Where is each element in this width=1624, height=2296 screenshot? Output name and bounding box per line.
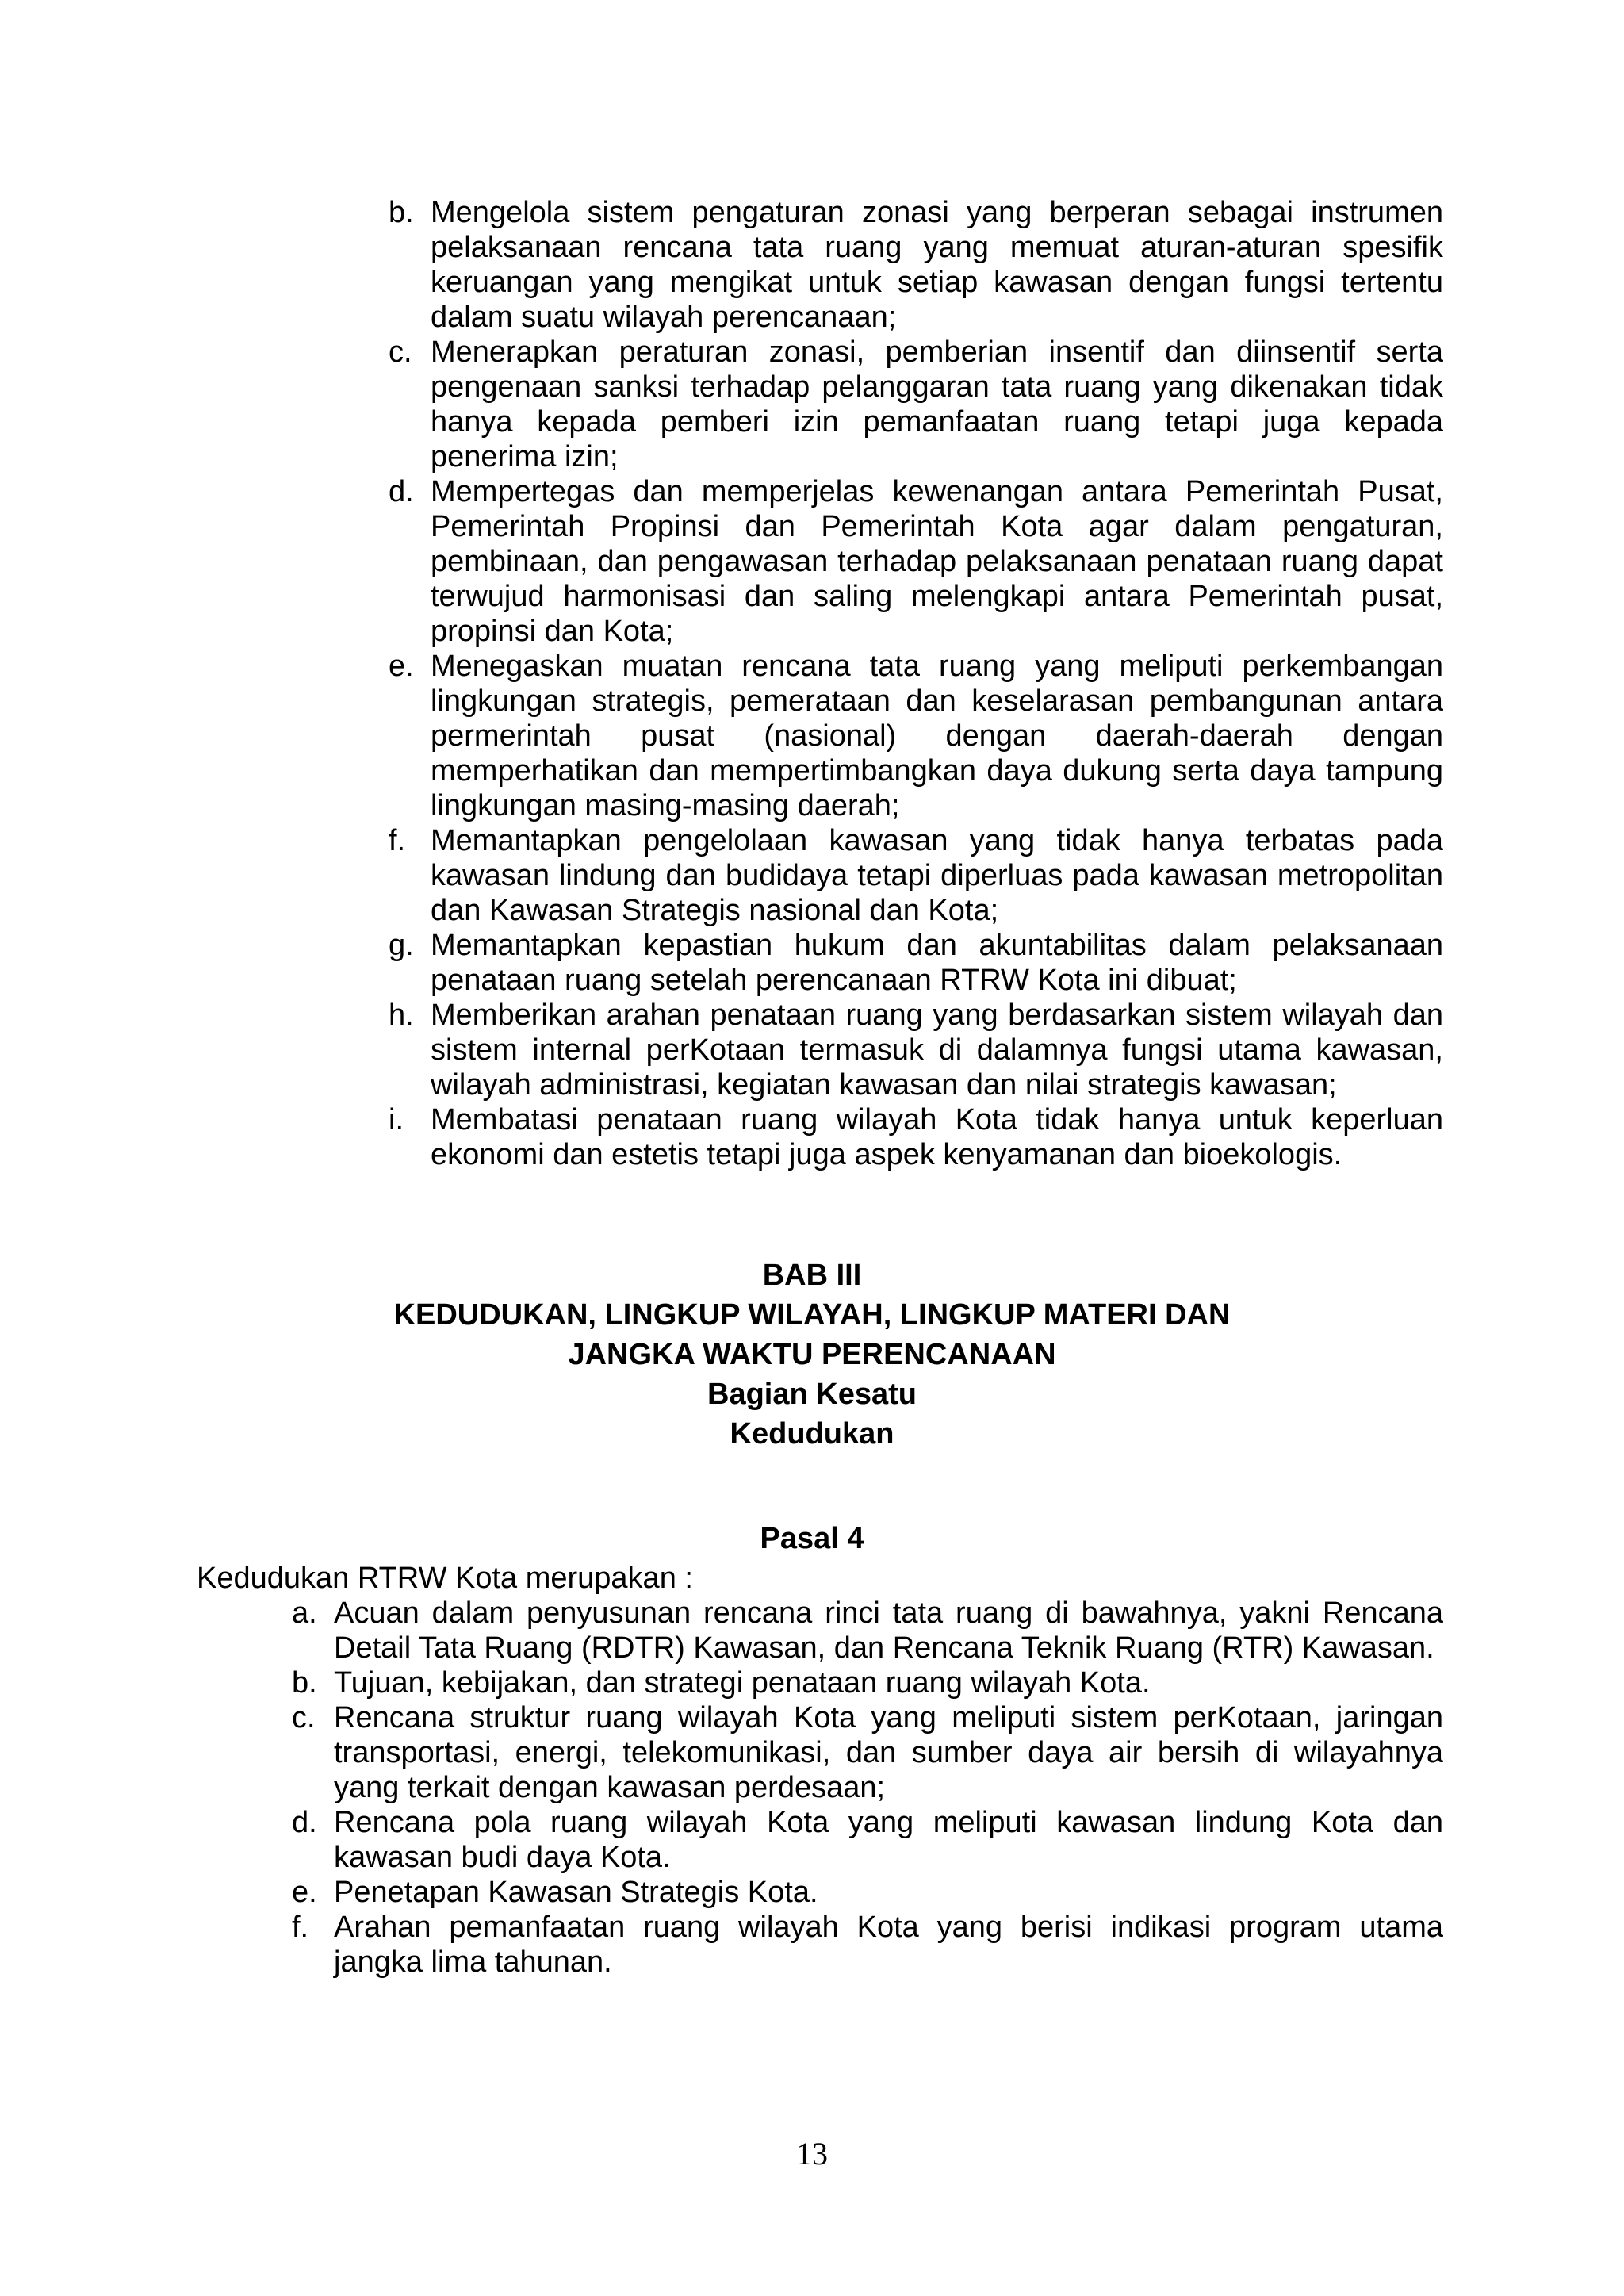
list-marker: e. xyxy=(389,650,414,683)
part-title: Kedudukan xyxy=(730,1417,894,1451)
objectives-list xyxy=(389,195,1443,1172)
list-marker: e. xyxy=(292,1876,317,1909)
list-item-text: Memantapkan kepastian hukum dan akuntabilitas dalam pelaksanaan penataan ruang setelah perencanaan RTRW Kota ini dibuat; xyxy=(431,929,1443,997)
list-marker: a. xyxy=(292,1596,317,1630)
list-item-text: Arahan pemanfaatan ruang wilayah Kota yang berisi indikasi program utama jangka lima tahunan. xyxy=(334,1911,1443,1979)
list-marker: h. xyxy=(389,999,414,1032)
list-item-text: Memberikan arahan penataan ruang yang berdasarkan sistem wilayah dan sistem internal perKotaan termasuk di dalamnya fungsi utama kawasan, wilayah administrasi, kegiatan kawasan dan nilai strategis kawasan; xyxy=(431,999,1443,1102)
list-marker: f. xyxy=(292,1911,309,1944)
chapter-title-line-2: JANGKA WAKTU PERENCANAAN xyxy=(568,1338,1056,1371)
article-intro: Kedudukan RTRW Kota merupakan : xyxy=(197,1562,693,1595)
list-marker: c. xyxy=(389,335,412,369)
list-item-text: Membatasi penataan ruang wilayah Kota tidak hanya untuk keperluan ekonomi dan estetis tetapi juga aspek kenyamanan dan bioekologis. xyxy=(431,1103,1443,1171)
page-number: 13 xyxy=(796,2136,828,2171)
list-item xyxy=(389,998,1443,1102)
list-item xyxy=(389,474,1443,649)
list-item xyxy=(292,1596,1443,1665)
list-marker: f. xyxy=(389,824,406,857)
list-marker: i. xyxy=(389,1103,404,1137)
list-item xyxy=(292,1875,1443,1910)
list-marker: b. xyxy=(389,196,414,229)
list-item xyxy=(292,1665,1443,1700)
chapter-number: BAB III xyxy=(762,1259,862,1292)
list-item-text: Tujuan, kebijakan, dan strategi penataan ruang wilayah Kota. xyxy=(334,1666,1151,1700)
list-item xyxy=(389,928,1443,998)
list-item xyxy=(389,823,1443,928)
list-marker: d. xyxy=(389,475,414,508)
list-item xyxy=(389,335,1443,474)
list-item-text: Mengelola sistem pengaturan zonasi yang berperan sebagai instrumen pelaksanaan rencana tata ruang yang memuat aturan-aturan spesifik keruangan yang mengikat untuk setiap kawasan dengan fungsi tertentu dalam suatu wilayah perencanaan; xyxy=(431,196,1443,334)
list-marker: b. xyxy=(292,1666,317,1700)
list-item-text: Memantapkan pengelolaan kawasan yang tidak hanya terbatas pada kawasan lindung dan budidaya tetapi diperluas pada kawasan metropolitan dan Kawasan Strategis nasional dan Kota; xyxy=(431,824,1443,927)
list-item-text: Penetapan Kawasan Strategis Kota. xyxy=(334,1876,818,1909)
list-item xyxy=(389,649,1443,823)
list-marker: g. xyxy=(389,929,414,962)
list-item-text: Rencana pola ruang wilayah Kota yang meliputi kawasan lindung Kota dan kawasan budi daya Kota. xyxy=(334,1806,1443,1874)
article-title: Pasal 4 xyxy=(760,1522,864,1555)
list-item-text: Menegaskan muatan rencana tata ruang yang meliputi perkembangan lingkungan strategis, pemerataan dan keselarasan pembangunan antara permerintah pusat (nasional) dengan daerah-daerah dengan memperhatikan dan mempertimbangkan daya dukung serta daya tampung lingkungan masing-masing daerah; xyxy=(431,650,1443,822)
list-item-text: Acuan dalam penyusunan rencana rinci tata ruang di bawahnya, yakni Rencana Detail Tata Ruang (RDTR) Kawasan, dan Rencana Teknik Ruang (RTR) Kawasan. xyxy=(334,1596,1443,1665)
list-item xyxy=(292,1805,1443,1875)
list-item xyxy=(292,1700,1443,1805)
list-item-text: Mempertegas dan memperjelas kewenangan antara Pemerintah Pusat, Pemerintah Propinsi dan Pemerintah Kota agar dalam pengaturan, pembinaan, dan pengawasan terhadap pelaksanaan penataan ruang dapat terwujud harmonisasi dan saling melengkapi antara Pemerintah pusat, propinsi dan Kota; xyxy=(431,475,1443,648)
list-item-text: Menerapkan peraturan zonasi, pemberian insentif dan diinsentif serta pengenaan sanksi terhadap pelanggaran tata ruang yang dikenakan tidak hanya kepada pemberi izin pemanfaatan ruang tetapi juga kepada penerima izin; xyxy=(431,335,1443,473)
list-item-text: Rencana struktur ruang wilayah Kota yang meliputi sistem perKotaan, jaringan transportasi, energi, telekomunikasi, dan sumber daya air bersih di wilayahnya yang terkait dengan kawasan perdesaan; xyxy=(334,1701,1443,1804)
chapter-heading xyxy=(0,1255,1624,1454)
part-heading: Bagian Kesatu xyxy=(707,1378,917,1411)
list-item xyxy=(389,195,1443,335)
chapter-title-line-1: KEDUDUKAN, LINGKUP WILAYAH, LINGKUP MATERI DAN xyxy=(393,1298,1231,1332)
list-item xyxy=(292,1910,1443,1980)
article-items-list xyxy=(292,1596,1443,1980)
list-marker: c. xyxy=(292,1701,316,1734)
list-marker: d. xyxy=(292,1806,317,1839)
list-item xyxy=(389,1102,1443,1172)
